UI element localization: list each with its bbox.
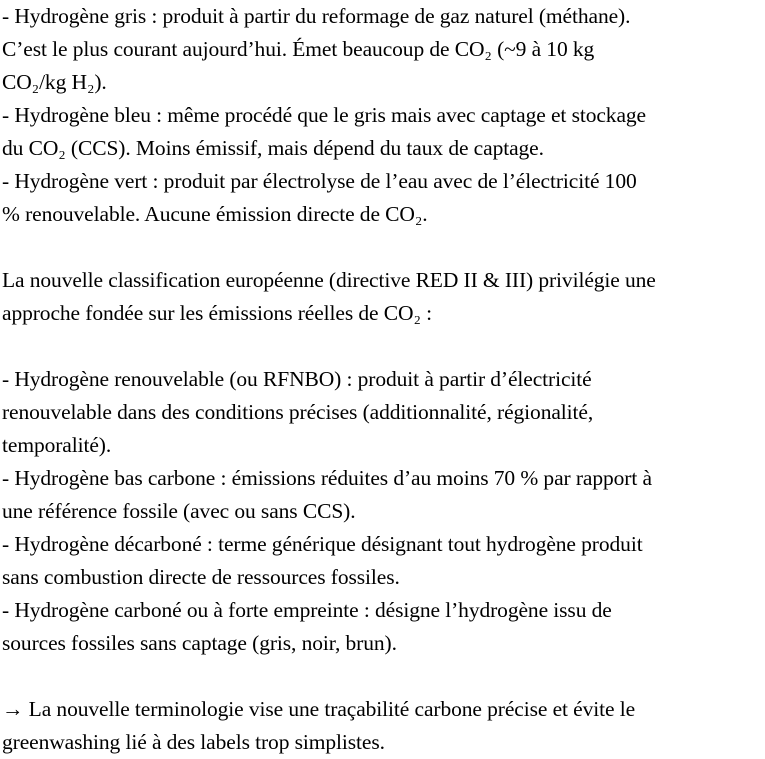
- text-line: → La nouvelle terminologie vise une traçabilité carbone précise et évite le: [2, 697, 636, 721]
- text-line: une référence fossile (avec ou sans CCS).: [2, 499, 356, 523]
- text-line: - Hydrogène vert : produit par électrolyse de l’eau avec de l’électricité 100: [2, 169, 637, 193]
- text-line: La nouvelle classification européenne (directive RED II & III) privilégie une: [2, 268, 656, 292]
- text-line: - Hydrogène renouvelable (ou RFNBO) : produit à partir d’électricité: [2, 367, 592, 391]
- text-line: du CO₂ (CCS). Moins émissif, mais dépend du taux de captage.: [2, 136, 544, 160]
- text-line: renouvelable dans des conditions précises (additionnalité, régionalité,: [2, 400, 594, 424]
- text-line: - Hydrogène bas carbone : émissions réduites d’au moins 70 % par rapport à: [2, 466, 652, 490]
- text-line: - Hydrogène gris : produit à partir du reformage de gaz naturel (méthane).: [2, 4, 631, 28]
- eu-classification-list: [2, 363, 765, 660]
- text-line: C’est le plus courant aujourd’hui. Émet beaucoup de CO₂ (~9 à 10 kg: [2, 37, 595, 61]
- text-line: approche fondée sur les émissions réelles de CO₂ :: [2, 301, 432, 325]
- classification-intro: [2, 264, 765, 330]
- text-line: - Hydrogène carboné ou à forte empreinte : désigne l’hydrogène issu de: [2, 598, 612, 622]
- text-line: greenwashing lié à des labels trop simplistes.: [2, 730, 385, 754]
- text-line: sources fossiles sans captage (gris, noir, brun).: [2, 631, 397, 655]
- text-line: % renouvelable. Aucune émission directe de CO₂.: [2, 202, 428, 226]
- text-line: - Hydrogène décarboné : terme générique désignant tout hydrogène produit: [2, 532, 643, 556]
- hydrogen-colors-list: [2, 0, 765, 231]
- conclusion-paragraph: [2, 693, 765, 759]
- text-line: CO₂/kg H₂).: [2, 70, 107, 94]
- text-line: temporalité).: [2, 433, 112, 457]
- text-line: - Hydrogène bleu : même procédé que le gris mais avec captage et stockage: [2, 103, 646, 127]
- text-line: sans combustion directe de ressources fossiles.: [2, 565, 400, 589]
